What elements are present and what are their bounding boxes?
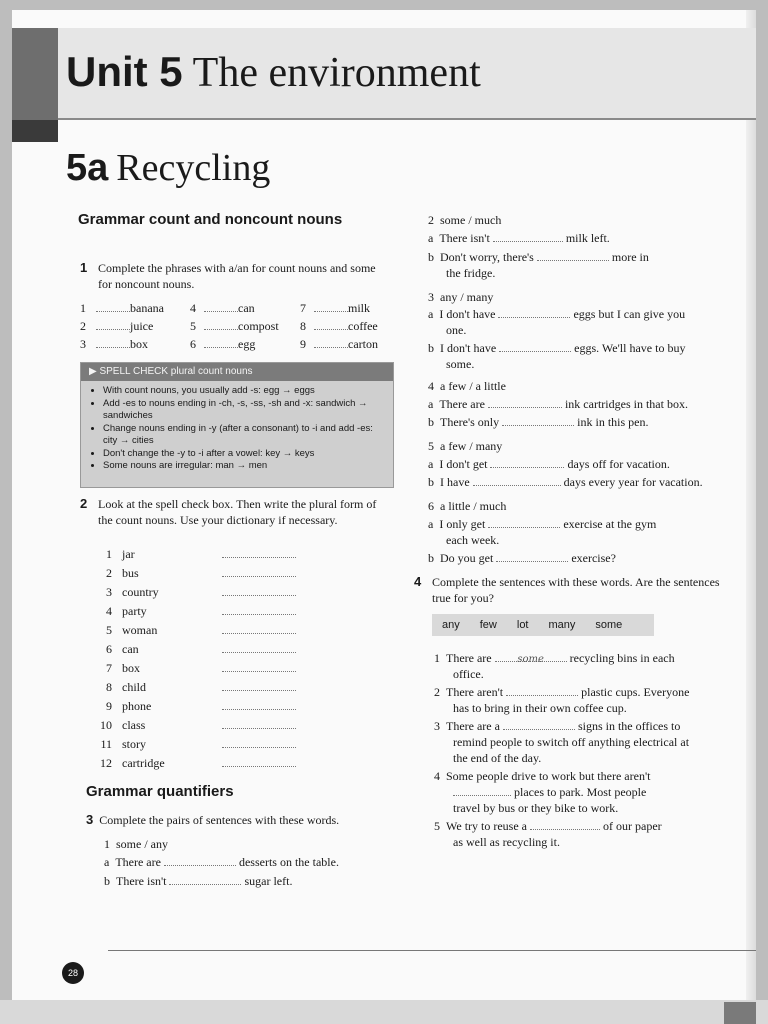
sentence-letter: b: [428, 415, 434, 429]
answer-blank[interactable]: [222, 603, 296, 615]
ex1-item-number: 1: [80, 301, 86, 315]
group-words: any / many: [440, 290, 494, 304]
exercise-2-number: 2: [80, 496, 88, 511]
ex2-item-number: 5: [106, 623, 112, 637]
unit-number: Unit 5: [66, 48, 183, 95]
answer-blank[interactable]: [498, 306, 570, 318]
exercise-3-text: Complete the pairs of sentences with these words.: [99, 813, 340, 827]
answer-blank[interactable]: [222, 736, 296, 748]
ex4-sentence: [434, 684, 689, 700]
answer-blank[interactable]: [169, 873, 241, 885]
sentence-text: ink cartridges in that box.: [564, 397, 688, 411]
lesson-name: Recycling: [116, 147, 271, 189]
ex2-word: child: [122, 680, 146, 694]
sentence-text: There are: [115, 855, 161, 869]
exercise-1-text: Complete the phrases with a/an for count nouns and some for noncount nouns.: [98, 261, 376, 291]
sentence-text: travel by bus or they bike to work.: [453, 801, 619, 815]
ex3-sentence: [428, 230, 610, 246]
word-box: [432, 614, 654, 636]
sentence-text: recycling bins in each: [569, 651, 675, 665]
ex2-item-number: 7: [106, 661, 112, 675]
footer-rule: [108, 950, 756, 951]
sentence-number: 5: [434, 819, 440, 833]
ex2-word: bus: [122, 566, 139, 580]
exercise-3-number: 3: [86, 812, 94, 827]
sentence-number: 1: [434, 651, 440, 665]
word-box-word: any: [442, 619, 460, 631]
sentence-letter: b: [428, 341, 434, 355]
sentence-text: as well as recycling it.: [453, 835, 560, 849]
answer-blank[interactable]: [314, 336, 348, 348]
lesson-title: [66, 146, 270, 190]
ex2-answer: [222, 622, 296, 638]
ex2-item-number: 12: [100, 756, 112, 770]
answer-blank[interactable]: [96, 336, 130, 348]
sentence-text: ink in this pen.: [577, 415, 649, 429]
ex3-group-3-label: [428, 289, 493, 305]
ex2-word: story: [122, 737, 146, 751]
sentence-text: the fridge.: [446, 266, 496, 280]
unit-title: [66, 48, 481, 97]
answer-blank[interactable]: [222, 641, 296, 653]
grammar-quantifiers-heading: Grammar quantifiers: [86, 783, 234, 800]
ex3-sentence: [428, 550, 616, 566]
ex1-item-number: 3: [80, 337, 86, 351]
ex3-sentence: [104, 873, 292, 889]
sentence-text: signs in the offices to: [577, 719, 681, 733]
ex4-sentence: [434, 818, 662, 834]
ex1-word: juice: [130, 319, 154, 333]
answer-blank[interactable]: [506, 684, 578, 696]
ex1-word: compost: [238, 319, 279, 333]
ex2-item-number: 6: [106, 642, 112, 656]
sentence-text: days off for vacation.: [567, 457, 670, 471]
answer-blank[interactable]: [204, 336, 238, 348]
ex2-word: can: [122, 642, 139, 656]
sentence-text: There isn't: [116, 874, 167, 888]
ex2-item-number: 9: [106, 699, 112, 713]
ex1-word: banana: [130, 301, 164, 315]
spell-rule: • Some nouns are irregular: man → men: [103, 460, 387, 473]
ex2-answer: [222, 546, 296, 562]
ex2-item-number: 4: [106, 604, 112, 618]
ex3-sentence: [428, 396, 688, 412]
word-box-word: many: [548, 619, 576, 631]
ex2-word: jar: [122, 547, 135, 561]
answer-blank[interactable]: [490, 456, 564, 468]
ex2-word: box: [122, 661, 140, 675]
ex3-sentence: [428, 474, 703, 490]
sentence-letter: b: [428, 551, 434, 565]
sentence-letter: b: [104, 874, 110, 888]
answer-blank[interactable]: [503, 718, 575, 730]
ex1-word: can: [238, 301, 255, 315]
answer-blank[interactable]: [537, 249, 609, 261]
sentence-text: I don't get: [439, 457, 488, 471]
exercise-4-text: Complete the sentences with these words. Are the sentences true for you?: [432, 575, 720, 605]
ex2-answer: [222, 584, 296, 600]
ex2-answer: [222, 679, 296, 695]
sentence-text: There's only: [440, 415, 500, 429]
ex3-sentence: [428, 249, 649, 265]
answer-blank[interactable]: [493, 230, 563, 242]
sentence-text: eggs but I can give you: [573, 307, 686, 321]
header-accent-block: [12, 120, 58, 142]
sentence-number: 2: [434, 685, 440, 699]
ex2-answer: [222, 603, 296, 619]
sentence-text: There are: [446, 651, 492, 665]
sentence-text: exercise at the gym: [563, 517, 657, 531]
sentence-text: I don't have: [440, 341, 497, 355]
group-words: a few / a little: [440, 379, 506, 393]
answer-blank[interactable]: [222, 755, 296, 767]
ex4-sentence: [434, 768, 650, 784]
ex2-answer: [222, 736, 296, 752]
answer-blank[interactable]: [222, 565, 296, 577]
sentence-text: There are a: [446, 719, 500, 733]
handwritten-answer: some: [517, 654, 544, 665]
sentence-number: 3: [434, 719, 440, 733]
exercise-4-instruction: [414, 574, 724, 605]
answer-blank[interactable]: [496, 550, 568, 562]
group-number: 5: [428, 439, 434, 453]
word-box-word: some: [595, 619, 623, 631]
ex3-group-6-label: [428, 498, 506, 514]
sentence-text: Do you get: [440, 551, 494, 565]
ex3-sentence: [428, 414, 649, 430]
ex2-answer: [222, 641, 296, 657]
answer-blank[interactable]: [499, 340, 571, 352]
unit-name: The environment: [192, 50, 481, 96]
ex2-item-number: 11: [100, 737, 112, 751]
ex3-group-1-label: [104, 836, 168, 852]
spell-check-box: [80, 362, 394, 488]
ex1-item: [204, 336, 255, 352]
ex2-word: party: [122, 604, 147, 618]
ex1-item-number: 2: [80, 319, 86, 333]
answer-blank[interactable]: [96, 300, 130, 312]
ex2-item-number: 8: [106, 680, 112, 694]
group-words: a little / much: [440, 499, 507, 513]
spell-check-rules: [81, 385, 393, 473]
ex1-item-number: 5: [190, 319, 196, 333]
answer-blank[interactable]: [222, 679, 296, 691]
answer-blank[interactable]: [204, 300, 238, 312]
answer-blank[interactable]: [222, 660, 296, 672]
ex3-sentence: [428, 516, 656, 532]
sentence-text: remind people to switch off anything electrical at: [453, 735, 690, 749]
answer-blank[interactable]: [314, 300, 348, 312]
ex1-word: coffee: [348, 319, 378, 333]
sentence-letter: a: [428, 517, 434, 531]
exercise-3-instruction: [86, 812, 339, 828]
sentence-text: desserts on the table.: [238, 855, 339, 869]
group-number: 2: [428, 213, 434, 227]
spell-check-header: ▶ SPELL CHECK plural count nouns: [81, 363, 393, 381]
ex2-item-number: 10: [100, 718, 112, 732]
ex3-sentence: [428, 340, 685, 356]
exercise-4-number: 4: [414, 574, 422, 589]
exercise-1-number: 1: [80, 260, 88, 275]
sentence-text: I have: [440, 475, 470, 489]
sentence-letter: a: [104, 855, 110, 869]
sentence-letter: b: [428, 250, 434, 264]
group-words: a few / many: [440, 439, 503, 453]
group-number: 3: [428, 290, 434, 304]
answer-blank[interactable]: [453, 784, 511, 796]
sentence-text: office.: [453, 667, 484, 681]
group-words: some / much: [440, 213, 502, 227]
next-page-tab: [724, 1002, 756, 1024]
sentence-number: 4: [434, 769, 440, 783]
sentence-text: sugar left.: [244, 874, 293, 888]
answer-blank[interactable]: [222, 717, 296, 729]
ex3-sentence: [428, 456, 670, 472]
sentence-letter: a: [428, 231, 434, 245]
answer-blank[interactable]: [222, 698, 296, 710]
word-box-word: lot: [516, 619, 529, 631]
ex3-group-4-label: [428, 378, 506, 394]
ex2-answer: [222, 717, 296, 733]
ex2-item-number: 3: [106, 585, 112, 599]
ex1-item: [314, 300, 370, 316]
sentence-text: has to bring in their own coffee cup.: [453, 701, 627, 715]
sentence-text: the end of the day.: [453, 751, 542, 765]
ex2-word: cartridge: [122, 756, 165, 770]
answer-blank[interactable]: [314, 318, 348, 330]
sentence-text: milk left.: [565, 231, 610, 245]
answer-blank[interactable]: [222, 584, 296, 596]
sentence-text: each week.: [446, 533, 500, 547]
ex1-item: [314, 336, 378, 352]
ex1-item-number: 6: [190, 337, 196, 351]
ex1-item-number: 7: [300, 301, 306, 315]
header-rule: [58, 118, 756, 120]
exercise-1-instruction: [80, 260, 392, 291]
ex4-sentence-cont: [453, 784, 646, 800]
sentence-letter: b: [428, 475, 434, 489]
ex1-item-number: 9: [300, 337, 306, 351]
grammar-count-heading: Grammar count and noncount nouns: [78, 211, 343, 228]
answer-blank[interactable]: [488, 516, 560, 528]
page-number-badge: 28: [62, 962, 84, 984]
sentence-text: more in: [611, 250, 649, 264]
ex2-word: class: [122, 718, 146, 732]
ex1-item: [314, 318, 378, 334]
ex1-item: [96, 336, 148, 352]
answer-blank[interactable]: [488, 396, 562, 408]
sentence-text: days every year for vacation.: [563, 475, 703, 489]
sentence-text: places to park. Most people: [514, 785, 647, 799]
ex2-answer: [222, 565, 296, 581]
ex2-item-number: 2: [106, 566, 112, 580]
ex1-item: [204, 318, 279, 334]
group-number: 1: [104, 837, 110, 851]
ex4-sentence: [434, 718, 680, 734]
ex3-group-5-label: [428, 438, 502, 454]
sentence-text: I only get: [439, 517, 486, 531]
lesson-number: 5a: [66, 147, 109, 189]
ex1-item: [96, 318, 153, 334]
sentence-text: some.: [446, 357, 475, 371]
answer-blank[interactable]: [530, 818, 600, 830]
answer-blank[interactable]: [164, 854, 236, 866]
ex2-answer: [222, 755, 296, 771]
ex1-word: box: [130, 337, 148, 351]
next-page-edge: [0, 1000, 768, 1024]
sentence-text: I don't have: [439, 307, 496, 321]
sentence-text: We try to reuse a: [446, 819, 527, 833]
ex3-sentence: [428, 306, 685, 322]
sentence-text: plastic cups. Everyone: [581, 685, 690, 699]
ex2-item-number: 1: [106, 547, 112, 561]
ex1-item: [204, 300, 255, 316]
sentence-text: one.: [446, 323, 467, 337]
answer-blank[interactable]: [473, 474, 561, 486]
sentence-letter: a: [428, 397, 434, 411]
sentence-text: eggs. We'll have to buy: [574, 341, 686, 355]
ex1-item-number: 8: [300, 319, 306, 333]
ex2-word: country: [122, 585, 159, 599]
answer-blank[interactable]: [502, 414, 574, 426]
sentence-text: Some people drive to work but there aren't: [446, 769, 651, 783]
ex3-sentence: [104, 854, 339, 870]
spell-rule: • Add -es to nouns ending in -ch, -s, -ss, -sh and -x: sandwich → sandwiches: [103, 398, 387, 423]
ex2-word: phone: [122, 699, 152, 713]
spell-rule: • Change nouns ending in -y (after a consonant) to -i and add -es: city → cities: [103, 423, 387, 448]
word-box-word: few: [479, 619, 497, 631]
ex1-word: milk: [348, 301, 371, 315]
sentence-text: of our paper: [603, 819, 662, 833]
spell-rule: • With count nouns, you usually add -s: egg → eggs: [103, 385, 387, 398]
spell-rule: • Don't change the -y to -i after a vowel: key → keys: [103, 448, 387, 461]
exercise-2-text: Look at the spell check box. Then write the plural form of the count nouns. Use your dictionary if necessary.: [98, 497, 377, 527]
ex4-sentence: [434, 650, 675, 666]
ex2-word: woman: [122, 623, 158, 637]
ex1-word: egg: [238, 337, 256, 351]
sentence-letter: a: [428, 307, 434, 321]
ex2-answer: [222, 698, 296, 714]
sentence-text: There isn't: [439, 231, 490, 245]
group-number: 4: [428, 379, 434, 393]
group-words: some / any: [116, 837, 168, 851]
sentence-text: There aren't: [446, 685, 504, 699]
sentence-text: exercise?: [571, 551, 616, 565]
page-fold-shadow: [746, 10, 756, 1000]
ex1-item-number: 4: [190, 301, 196, 315]
sentence-text: There are: [439, 397, 485, 411]
spell-check-title: SPELL CHECK plural count nouns: [99, 366, 253, 377]
ex3-group-2-label: [428, 212, 501, 228]
ex1-word: carton: [348, 337, 378, 351]
answer-blank[interactable]: [495, 650, 567, 665]
answer-blank[interactable]: [204, 318, 238, 330]
group-number: 6: [428, 499, 434, 513]
answer-blank[interactable]: [222, 622, 296, 634]
exercise-2-instruction: [80, 496, 392, 527]
answer-blank[interactable]: [222, 546, 296, 558]
sentence-letter: a: [428, 457, 434, 471]
ex1-item: [96, 300, 164, 316]
ex2-answer: [222, 660, 296, 676]
answer-blank[interactable]: [96, 318, 130, 330]
sentence-text: Don't worry, there's: [440, 250, 534, 264]
